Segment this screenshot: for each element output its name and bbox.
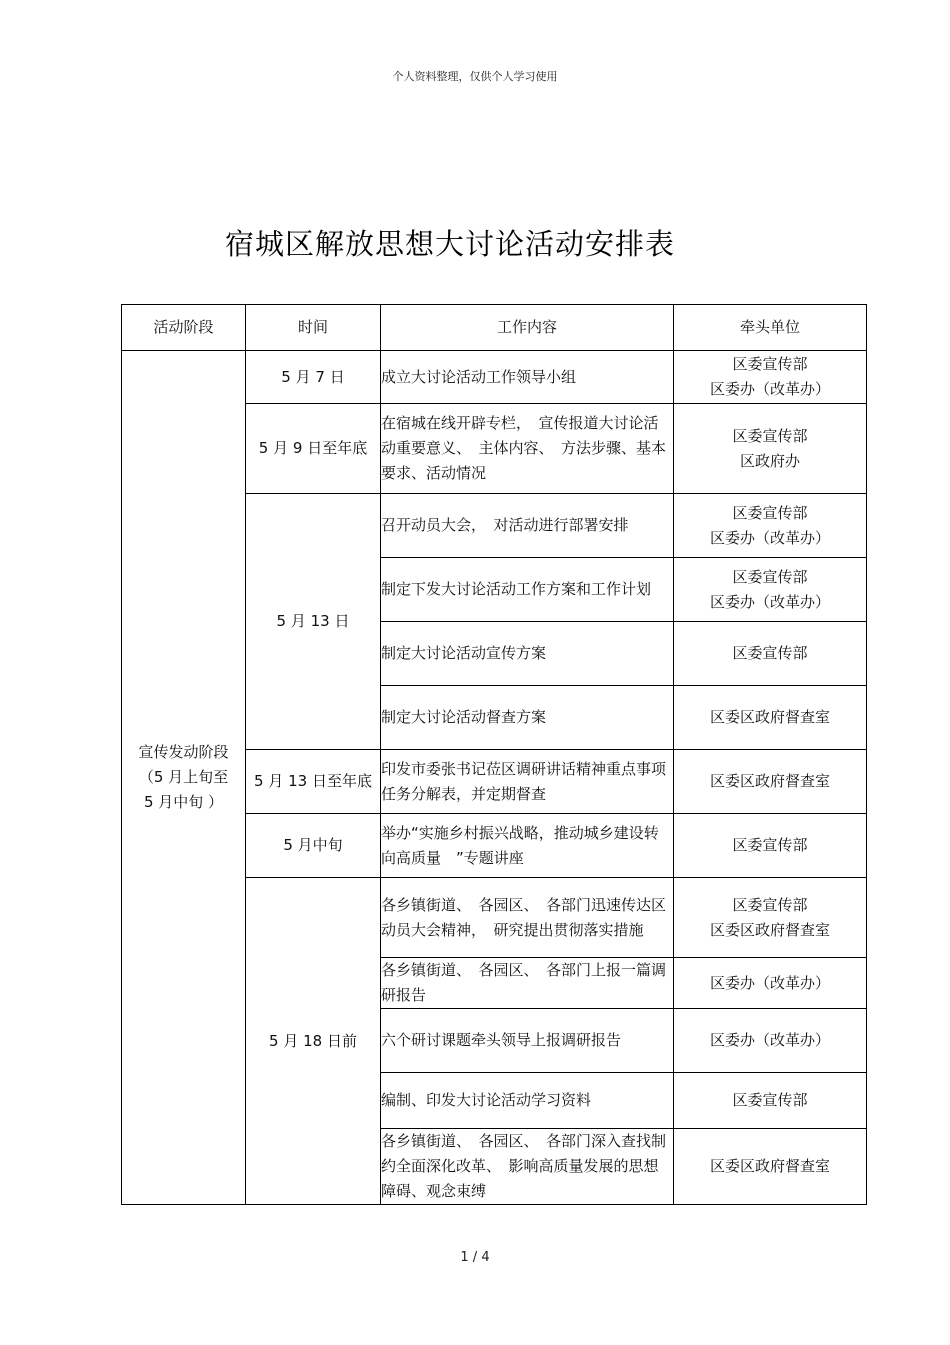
- content-cell: 制定下发大讨论活动工作方案和工作计划: [381, 558, 674, 622]
- unit-name: 区委宣传部: [732, 836, 808, 854]
- unit-name: 区委宣传部: [732, 355, 808, 373]
- content-cell: 各乡镇街道、 各园区、 各部门深入查找制约全面深化改革、 影响高质量发展的思想障碍、观念束缚: [381, 1129, 674, 1205]
- content-cell: 制定大讨论活动宣传方案: [381, 622, 674, 686]
- time-cell: 5 月 13 日至年底: [246, 750, 381, 814]
- stage-period-start: （5 月上旬至: [138, 768, 229, 786]
- content-cell: 制定大讨论活动督查方案: [381, 686, 674, 750]
- unit-cell: [674, 351, 867, 404]
- unit-cell: [674, 750, 867, 814]
- column-header-stage: 活动阶段: [122, 305, 246, 351]
- content-cell: 印发市委张书记莅区调研讲话精神重点事项任务分解表，并定期督查: [381, 750, 674, 814]
- unit-cell: [674, 494, 867, 558]
- unit-name: 区委办（改革办）: [709, 528, 830, 547]
- unit-name: 区委办（改革办）: [709, 1031, 830, 1049]
- stage-period-end: 5 月中旬 ）: [143, 793, 224, 811]
- activity-schedule-table: [121, 304, 867, 1205]
- unit-cell: [674, 878, 867, 958]
- content-cell: 在宿城在线开辟专栏， 宣传报道大讨论活动重要意义、 主体内容、 方法步骤、基本要求、活动情况: [381, 404, 674, 494]
- time-cell: 5 月 18 日前: [246, 878, 381, 1205]
- document-title: 宿城区解放思想大讨论活动安排表: [224, 227, 675, 261]
- unit-name: 区委区政府督查室: [709, 708, 830, 726]
- header-note: 个人资料整理，仅供个人学习使用: [392, 70, 558, 83]
- content-cell: 举办“实施乡村振兴战略，推动城乡建设转向高质量 ”专题讲座: [381, 814, 674, 878]
- unit-name: 区委区政府督查室: [709, 920, 830, 939]
- unit-cell: [674, 814, 867, 878]
- column-header-time: 时间: [246, 305, 381, 351]
- unit-name: 区委宣传部: [732, 895, 808, 914]
- time-cell: 5 月 9 日至年底: [246, 404, 381, 494]
- table-row: [122, 351, 867, 404]
- unit-cell: [674, 1129, 867, 1205]
- stage-cell: [122, 351, 246, 1205]
- content-cell: 编制、印发大讨论活动学习资料: [381, 1073, 674, 1129]
- content-cell: 召开动员大会， 对活动进行部署安排: [381, 494, 674, 558]
- unit-name: 区政府办: [739, 451, 800, 470]
- unit-name: 区委宣传部: [732, 426, 808, 445]
- unit-cell: [674, 686, 867, 750]
- unit-cell: [674, 958, 867, 1009]
- unit-name: 区委宣传部: [732, 644, 808, 662]
- column-header-unit: 牵头单位: [674, 305, 867, 351]
- unit-cell: [674, 558, 867, 622]
- unit-cell: [674, 622, 867, 686]
- content-cell: 成立大讨论活动工作领导小组: [381, 351, 674, 404]
- content-cell: 各乡镇街道、 各园区、 各部门迅速传达区动员大会精神， 研究提出贯彻落实措施: [381, 878, 674, 958]
- content-cell: 各乡镇街道、 各园区、 各部门上报一篇调研报告: [381, 958, 674, 1009]
- unit-name: 区委宣传部: [732, 567, 808, 586]
- page-number: 1 / 4: [460, 1250, 490, 1265]
- unit-name: 区委办（改革办）: [709, 592, 830, 611]
- unit-name: 区委区政府督查室: [709, 1157, 830, 1175]
- column-header-content: 工作内容: [381, 305, 674, 351]
- time-cell: 5 月 13 日: [246, 494, 381, 750]
- unit-name: 区委宣传部: [732, 503, 808, 522]
- unit-cell: [674, 404, 867, 494]
- table-header-row: [122, 305, 867, 351]
- unit-name: 区委办（改革办）: [709, 380, 830, 398]
- time-cell: 5 月中旬: [246, 814, 381, 878]
- unit-name: 区委办（改革办）: [709, 973, 830, 992]
- unit-cell: [674, 1073, 867, 1129]
- stage-name: 宣传发动阶段: [138, 743, 229, 761]
- unit-name: 区委区政府督查室: [709, 772, 830, 790]
- unit-name: 区委宣传部: [732, 1091, 808, 1109]
- content-cell: 六个研讨课题牵头领导上报调研报告: [381, 1009, 674, 1073]
- time-cell: 5 月 7 日: [246, 351, 381, 404]
- unit-cell: [674, 1009, 867, 1073]
